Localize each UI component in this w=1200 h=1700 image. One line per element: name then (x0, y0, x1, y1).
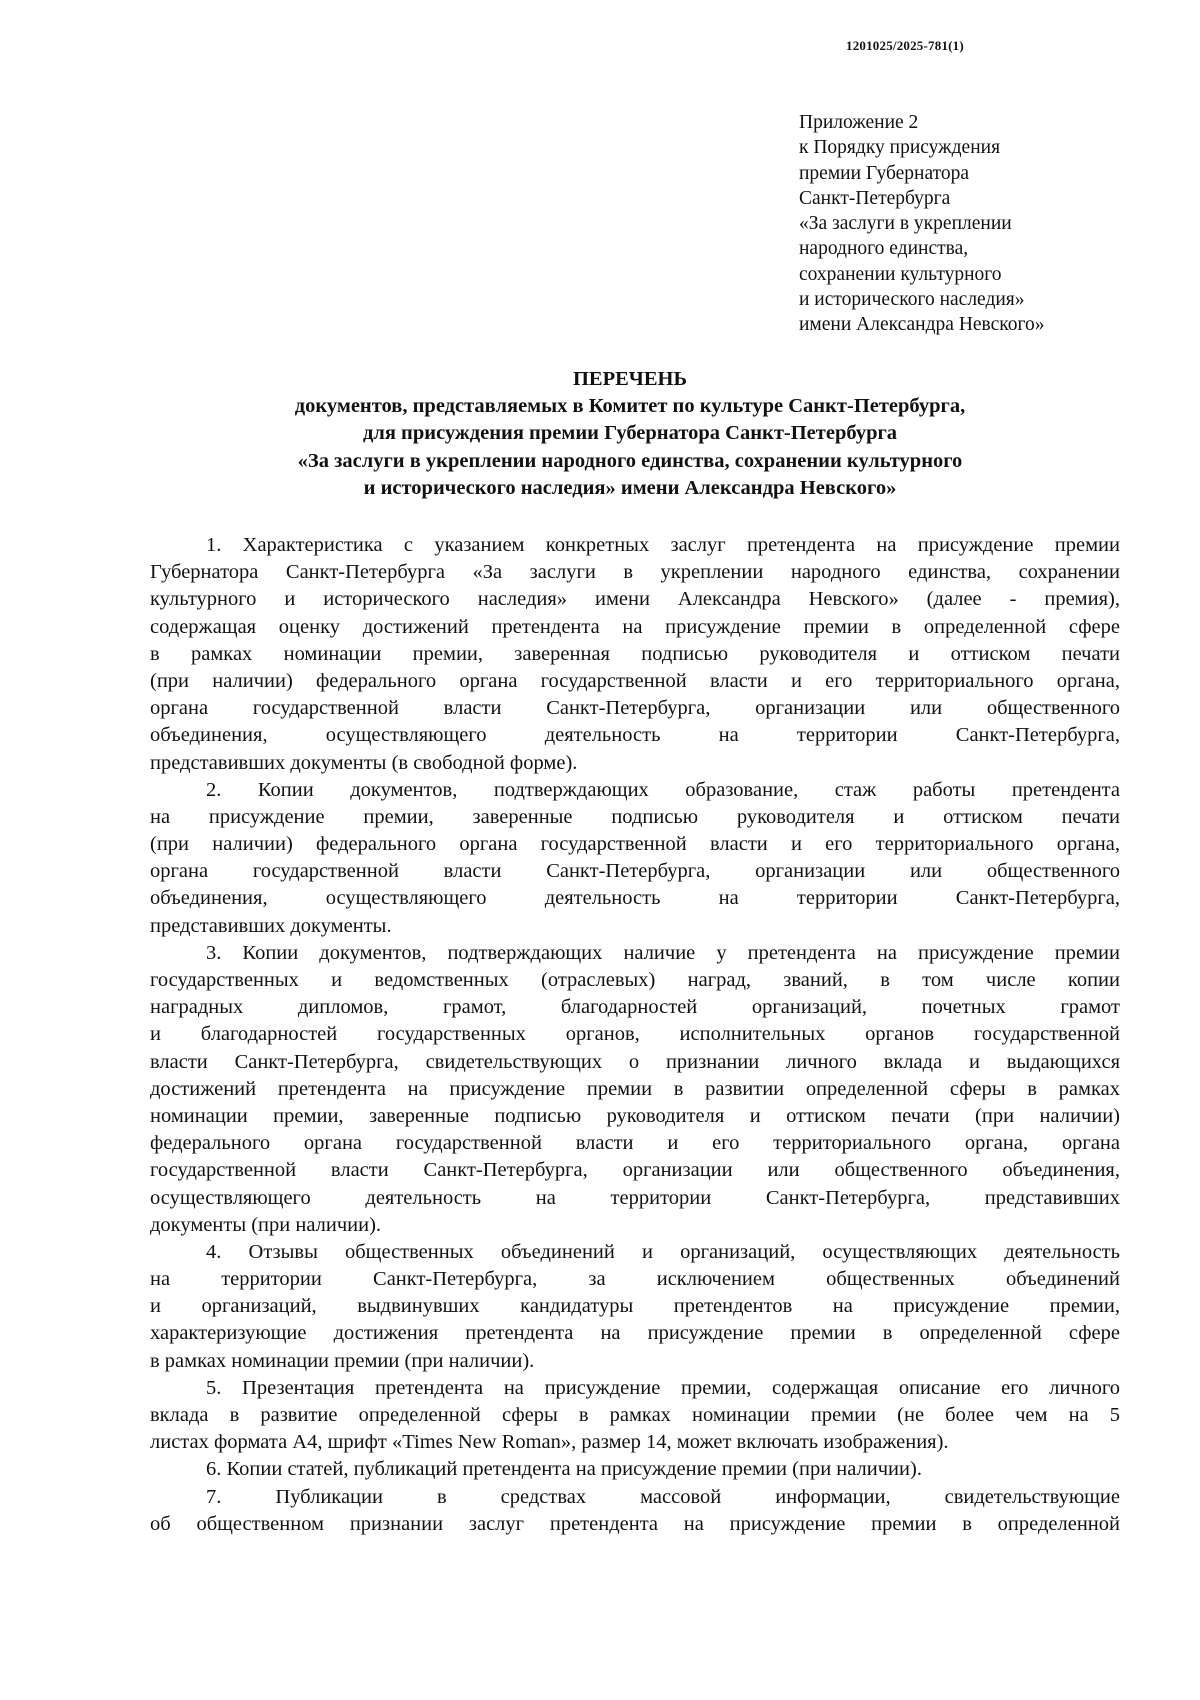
title-line: «За заслуги в укреплении народного единства, сохранении культурного (297, 449, 963, 472)
document-number: 1201025/2025-781(1) (846, 38, 964, 53)
list-item (150, 1484, 1120, 1538)
list-item (150, 940, 1120, 1239)
text-line: номинации премии, заверенные подписью руководителя и оттиском печати (при наличии) (150, 1104, 1120, 1127)
document-body (150, 532, 1120, 1538)
text-line: 1. Характеристика с указанием конкретных заслуг претендента на присуждение премии (206, 534, 1120, 556)
text-line: содержащая оценку достижений претендента на присуждение премии в определенной сфере (150, 615, 1120, 638)
text-line: государственной власти Санкт-Петербурга, организации или общественного объединения, (150, 1159, 1120, 1182)
text-line: 2. Копии документов, подтверждающих образование, стаж работы претендента (206, 778, 1120, 801)
text-line: объединения, осуществляющего деятельность на территории Санкт-Петербурга, (150, 724, 1120, 747)
text-line: представивших документы (в свободной форме). (150, 751, 578, 774)
title-line: для присуждения премии Губернатора Санкт-Петербурга (362, 422, 898, 445)
text-line: достижений претендента на присуждение премии в развитии определенной сферы в рамках (150, 1077, 1120, 1100)
title-heading: ПЕРЕЧЕНЬ (572, 368, 688, 390)
text-line: 7. Публикации в средствах массовой информации, свидетельствующие (206, 1485, 1120, 1508)
title-line: документов, представляемых в Комитет по культуре Санкт-Петербурга, (294, 395, 966, 418)
text-line: наградных дипломов, грамот, благодарностей организаций, почетных грамот (150, 996, 1120, 1019)
text-line: в рамках номинации премии, заверенная подписью руководителя и оттиском печати (150, 642, 1120, 665)
list-item (150, 1239, 1120, 1375)
text-line: объединения, осуществляющего деятельность на территории Санкт-Петербурга, (150, 887, 1120, 910)
appendix-line: Приложение 2 (799, 112, 919, 133)
text-line: осуществляющего деятельность на территории Санкт-Петербурга, представивших (150, 1186, 1120, 1209)
text-line: органа государственной власти Санкт-Петербурга, организации или общественного (150, 697, 1120, 720)
text-line: листах формата А4, шрифт «Times New Roman», размер 14, может включать изображения). (150, 1431, 949, 1454)
text-line: государственных и ведомственных (отраслевых) наград, званий, в том числе копии (150, 969, 1120, 991)
text-line: характеризующие достижения претендента на присуждение премии в определенной сфере (150, 1322, 1120, 1345)
appendix-line: Санкт-Петербурга (799, 187, 951, 209)
document-title (150, 366, 1110, 502)
title-line: и исторического наследия» имени Александра Невского» (363, 476, 897, 499)
text-line: документы (при наличии). (150, 1213, 382, 1236)
appendix-line: народного единства, (799, 238, 969, 260)
text-line: федерального органа государственной власти и его территориального органа, органа (150, 1132, 1120, 1155)
text-line: 4. Отзывы общественных объединений и организаций, осуществляющих деятельность (206, 1240, 1120, 1263)
text-line: вклада в развитие определенной сферы в рамках номинации премии (не более чем на 5 (150, 1404, 1120, 1426)
appendix-line: премии Губернатора (799, 162, 970, 184)
text-line: (при наличии) федерального органа государственной власти и его территориального органа, (150, 669, 1120, 692)
appendix-line: «За заслуги в укреплении (799, 213, 1012, 235)
text-line: и благодарностей государственных органов, исполнительных органов государственной (150, 1023, 1120, 1046)
text-line: на территории Санкт-Петербурга, за исключением общественных объединений (150, 1268, 1120, 1291)
appendix-line: и исторического наследия» (799, 289, 1025, 311)
list-item (150, 1456, 1120, 1483)
text-line: 5. Презентация претендента на присуждение премии, содержащая описание его личного (206, 1376, 1120, 1399)
text-line: культурного и исторического наследия» имени Александра Невского» (далее - премия), (150, 588, 1120, 611)
list-item (150, 1375, 1120, 1457)
list-item (150, 777, 1120, 940)
text-line: 6. Копии статей, публикаций претендента на присуждение премии (при наличии). (206, 1458, 922, 1481)
text-line: об общественном признании заслуг претендента на присуждение премии в определенной (150, 1512, 1120, 1535)
list-item (150, 532, 1120, 777)
text-line: Губернатора Санкт-Петербурга «За заслуги в укреплении народного единства, сохранении (150, 561, 1120, 584)
text-line: и организаций, выдвинувших кандидатуры претендентов на присуждение премии, (150, 1295, 1120, 1318)
appendix-note (799, 110, 1129, 338)
text-line: в рамках номинации премии (при наличии). (150, 1349, 535, 1372)
appendix-line: к Порядку присуждения (799, 137, 1001, 159)
text-line: на присуждение премии, заверенные подписью руководителя и оттиском печати (150, 805, 1120, 828)
text-line: органа государственной власти Санкт-Петербурга, организации или общественного (150, 860, 1120, 883)
appendix-line: сохранении культурного (799, 263, 1002, 285)
text-line: представивших документы. (150, 914, 392, 937)
appendix-line: имени Александра Невского» (799, 314, 1045, 336)
text-line: власти Санкт-Петербурга, свидетельствующих о признании личного вклада и выдающихся (150, 1050, 1120, 1073)
text-line: (при наличии) федерального органа государственной власти и его территориального органа, (150, 833, 1120, 856)
text-line: 3. Копии документов, подтверждающих наличие у претендента на присуждение премии (206, 941, 1120, 964)
